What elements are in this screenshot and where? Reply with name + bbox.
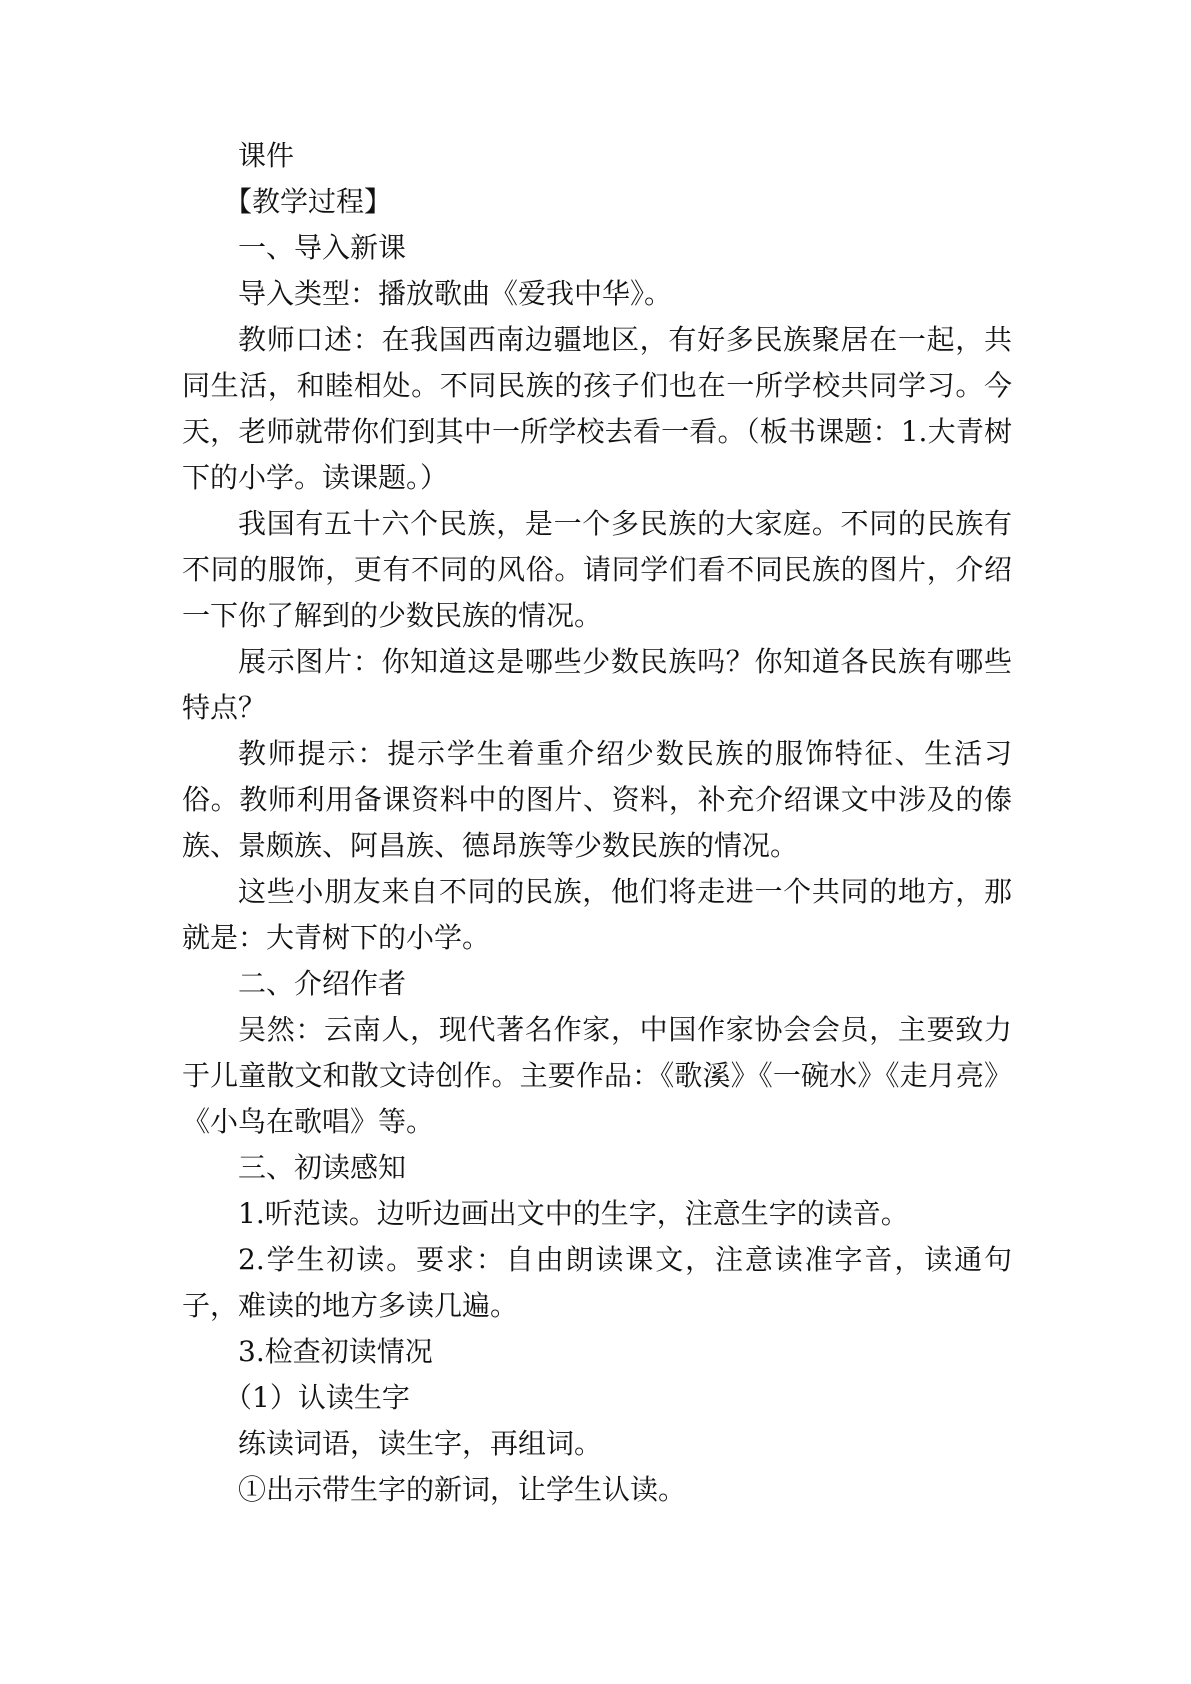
paragraph-56-ethnic-groups: 我国有五十六个民族，是一个多民族的大家庭。不同的民族有不同的服饰，更有不同的风俗。请同学们看不同民族的图片，介绍一下你了解到的少数民族的情况。	[182, 507, 1012, 632]
paragraph-show-pictures: 展示图片：你知道这是哪些少数民族吗？你知道各民族有哪些特点？	[182, 645, 1012, 724]
paragraph-show-new-words: ①出示带生字的新词，让学生认读。	[238, 1473, 687, 1506]
paragraph-step-3: 3.检查初读情况	[238, 1335, 433, 1368]
paragraph-step-2: 2.学生初读。要求：自由朗读课文，注意读准字音，读通句子，难读的地方多读几遍。	[182, 1243, 1012, 1322]
paragraph-teacher-hint: 教师提示：提示学生着重介绍少数民族的服饰特征、生活习俗。教师利用备课资料中的图片、资料，补充介绍课文中涉及的傣族、景颇族、阿昌族、德昂族等少数民族的情况。	[182, 737, 1012, 862]
section-heading-teaching-process: 【教学过程】	[224, 185, 393, 218]
section-heading-first-reading: 三、初读感知	[238, 1151, 407, 1184]
paragraph-intro-type: 导入类型：播放歌曲《爱我中华》。	[238, 277, 673, 310]
paragraph-step-1: 1.听范读。边听边画出文中的生字，注意生字的读音。	[238, 1197, 909, 1230]
paragraph-children-school: 这些小朋友来自不同的民族，他们将走进一个共同的地方，那就是：大青树下的小学。	[182, 875, 1012, 954]
subheading-recognize-characters: （1）认读生字	[224, 1381, 410, 1414]
paragraph-practice-words: 练读词语，读生字，再组词。	[238, 1427, 603, 1460]
document-body	[182, 133, 1012, 1513]
paragraph-author-bio: 吴然：云南人，现代著名作家，中国作家协会会员，主要致力于儿童散文和散文诗创作。主要作品：《歌溪》《一碗水》《走月亮》《小鸟在歌唱》等。	[182, 1013, 1012, 1138]
paragraph-teacher-narration: 教师口述：在我国西南边疆地区，有好多民族聚居在一起，共同生活，和睦相处。不同民族的孩子们也在一所学校共同学习。今天，老师就带你们到其中一所学校去看一看。（板书课题：1.大青树下的小学。读课题。）	[182, 323, 1012, 494]
section-heading-intro: 一、导入新课	[238, 231, 407, 264]
paragraph-courseware: 课件	[238, 139, 295, 172]
section-heading-author: 二、介绍作者	[238, 967, 407, 1000]
